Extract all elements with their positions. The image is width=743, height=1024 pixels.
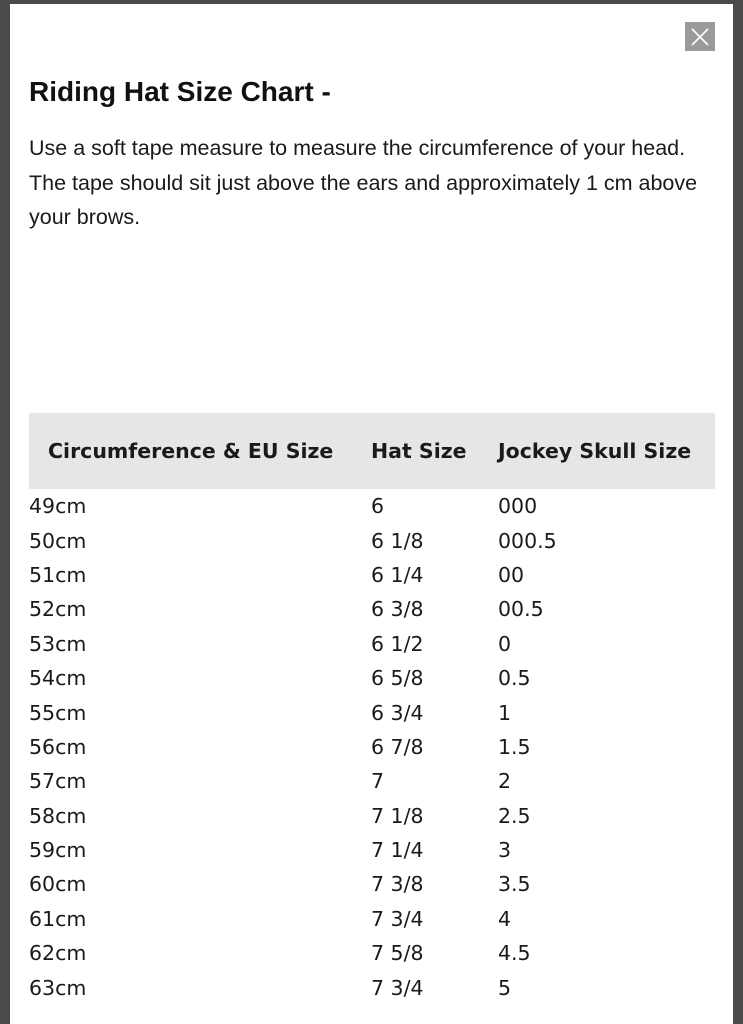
table-row <box>29 489 715 523</box>
cell-jockey-skull-size: 000 <box>498 494 538 519</box>
cell-jockey-skull-size: 4 <box>498 906 512 931</box>
cell-hat-size: 7 5/8 <box>371 941 424 966</box>
cell-circumference: 53cm <box>29 631 87 656</box>
cell-jockey-skull-size: 0 <box>498 631 512 656</box>
cell-circumference: 57cm <box>29 769 87 794</box>
cell-jockey-skull-size: 000.5 <box>498 528 557 553</box>
column-header-circumference: Circumference & EU Size <box>48 439 334 463</box>
size-table <box>29 413 715 1005</box>
table-row <box>29 523 715 557</box>
cell-jockey-skull-size: 00 <box>498 562 525 587</box>
table-row <box>29 936 715 970</box>
cell-circumference: 54cm <box>29 666 87 691</box>
cell-hat-size: 6 1/2 <box>371 631 424 656</box>
cell-circumference: 58cm <box>29 803 87 828</box>
modal-title: Riding Hat Size Chart - <box>29 76 331 107</box>
table-row <box>29 730 715 764</box>
table-header-row <box>29 413 715 489</box>
table-row <box>29 970 715 1004</box>
cell-hat-size: 6 <box>371 494 385 519</box>
cell-hat-size: 6 3/4 <box>371 700 424 725</box>
size-chart-modal <box>10 4 733 1024</box>
cell-jockey-skull-size: 3.5 <box>498 872 531 897</box>
measure-instructions: Use a soft tape measure to measure the circumference of your head. The tape should sit just above the ears and approximately 1 cm above your brows. <box>29 136 698 229</box>
cell-jockey-skull-size: 0.5 <box>498 666 531 691</box>
cell-jockey-skull-size: 2 <box>498 769 512 794</box>
cell-hat-size: 7 3/4 <box>371 906 424 931</box>
table-row <box>29 558 715 592</box>
column-header-hat-size: Hat Size <box>371 439 467 463</box>
cell-circumference: 50cm <box>29 528 87 553</box>
table-body <box>29 489 715 1005</box>
table-row <box>29 764 715 798</box>
table-row <box>29 627 715 661</box>
cell-circumference: 60cm <box>29 872 87 897</box>
cell-hat-size: 7 3/4 <box>371 975 424 1000</box>
cell-hat-size: 7 1/8 <box>371 803 424 828</box>
table-row <box>29 902 715 936</box>
cell-hat-size: 7 <box>371 769 385 794</box>
cell-circumference: 63cm <box>29 975 87 1000</box>
cell-circumference: 61cm <box>29 906 87 931</box>
cell-circumference: 56cm <box>29 734 87 759</box>
cell-circumference: 49cm <box>29 494 87 519</box>
cell-jockey-skull-size: 1 <box>498 700 512 725</box>
cell-jockey-skull-size: 4.5 <box>498 941 531 966</box>
cell-circumference: 59cm <box>29 838 87 863</box>
table-row <box>29 867 715 901</box>
cell-circumference: 55cm <box>29 700 87 725</box>
cell-hat-size: 6 3/8 <box>371 597 424 622</box>
table-row <box>29 661 715 695</box>
cell-hat-size: 7 1/4 <box>371 838 424 863</box>
table-row <box>29 799 715 833</box>
column-header-jockey-skull-size: Jockey Skull Size <box>498 439 692 463</box>
table-row <box>29 695 715 729</box>
cell-jockey-skull-size: 2.5 <box>498 803 531 828</box>
cell-circumference: 62cm <box>29 941 87 966</box>
cell-hat-size: 6 7/8 <box>371 734 424 759</box>
cell-circumference: 51cm <box>29 562 87 587</box>
cell-jockey-skull-size: 1.5 <box>498 734 531 759</box>
table-row <box>29 833 715 867</box>
cell-circumference: 52cm <box>29 597 87 622</box>
cell-hat-size: 7 3/8 <box>371 872 424 897</box>
table-row <box>29 592 715 626</box>
cell-hat-size: 6 1/4 <box>371 562 424 587</box>
cell-hat-size: 6 1/8 <box>371 528 424 553</box>
cell-jockey-skull-size: 3 <box>498 838 512 863</box>
cell-jockey-skull-size: 5 <box>498 975 512 1000</box>
cell-hat-size: 6 5/8 <box>371 666 424 691</box>
close-icon <box>690 27 710 47</box>
cell-jockey-skull-size: 00.5 <box>498 597 544 622</box>
close-button[interactable] <box>685 22 715 51</box>
